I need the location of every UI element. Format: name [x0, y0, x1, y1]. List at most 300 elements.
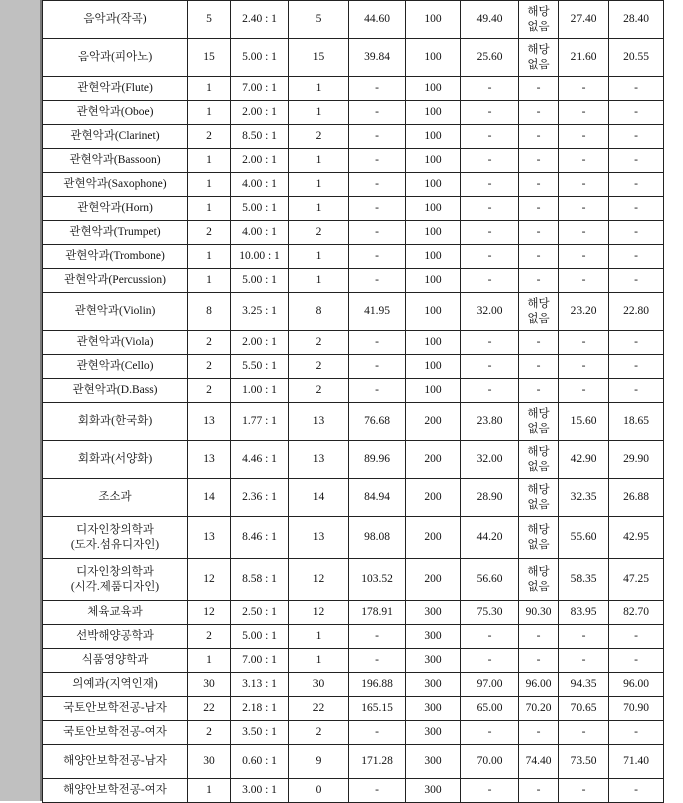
avg-70pct-cell: - [559, 721, 609, 745]
department-cell: 회화과(한국화) [43, 403, 188, 441]
department-cell: 국토안보학전공-남자 [43, 697, 188, 721]
quota-cell: 5 [188, 1, 231, 39]
score-min-cell: 49.40 [461, 1, 519, 39]
max-score-cell: 200 [406, 517, 461, 559]
quota-cell: 8 [188, 293, 231, 331]
enrolled-cell: 14 [289, 479, 349, 517]
department-cell: 국토안보학전공-여자 [43, 721, 188, 745]
competition-ratio-cell: 10.00 : 1 [231, 245, 289, 269]
table-row [43, 39, 664, 77]
score-min-cell: - [461, 721, 519, 745]
department-cell: 음악과(작곡) [43, 1, 188, 39]
enrolled-cell: 1 [289, 625, 349, 649]
department-cell: 의예과(지역인재) [43, 673, 188, 697]
max-score-cell: 100 [406, 173, 461, 197]
quota-cell: 30 [188, 745, 231, 779]
quota-cell: 2 [188, 379, 231, 403]
enrolled-cell: 2 [289, 125, 349, 149]
score-min-cell: 44.20 [461, 517, 519, 559]
department-cell: 관현악과(D.Bass) [43, 379, 188, 403]
score-min-cell: 65.00 [461, 697, 519, 721]
competition-ratio-cell: 8.58 : 1 [231, 559, 289, 601]
quota-cell: 1 [188, 779, 231, 803]
score-cut-cell: - [519, 779, 559, 803]
department-cell: 관현악과(Violin) [43, 293, 188, 331]
enrolled-cell: 2 [289, 221, 349, 245]
department-cell: 디자인창의학과 (도자.섬유디자인) [43, 517, 188, 559]
avg-top-cell: 22.80 [609, 293, 664, 331]
score-cut-cell: - [519, 355, 559, 379]
avg-top-cell: - [609, 625, 664, 649]
max-score-cell: 100 [406, 379, 461, 403]
max-score-cell: 100 [406, 1, 461, 39]
avg-top-cell: - [609, 721, 664, 745]
department-cell: 관현악과(Clarinet) [43, 125, 188, 149]
table-row [43, 379, 664, 403]
quota-cell: 1 [188, 149, 231, 173]
competition-ratio-cell: 2.00 : 1 [231, 331, 289, 355]
score-cut-cell: 74.40 [519, 745, 559, 779]
score-min-cell: - [461, 77, 519, 101]
score-max-avg-cell: 103.52 [349, 559, 406, 601]
max-score-cell: 300 [406, 721, 461, 745]
avg-top-cell: - [609, 649, 664, 673]
max-score-cell: 100 [406, 77, 461, 101]
avg-top-cell: 42.95 [609, 517, 664, 559]
avg-70pct-cell: 83.95 [559, 601, 609, 625]
max-score-cell: 100 [406, 125, 461, 149]
score-max-avg-cell: - [349, 331, 406, 355]
avg-top-cell: 20.55 [609, 39, 664, 77]
table-row [43, 269, 664, 293]
competition-ratio-cell: 4.00 : 1 [231, 221, 289, 245]
department-cell: 관현악과(Oboe) [43, 101, 188, 125]
score-cut-cell: 70.20 [519, 697, 559, 721]
quota-cell: 22 [188, 697, 231, 721]
avg-top-cell: - [609, 379, 664, 403]
enrolled-cell: 2 [289, 379, 349, 403]
quota-cell: 2 [188, 331, 231, 355]
score-min-cell: - [461, 269, 519, 293]
score-cut-cell: - [519, 721, 559, 745]
enrolled-cell: 9 [289, 745, 349, 779]
score-min-cell: 23.80 [461, 403, 519, 441]
enrolled-cell: 0 [289, 779, 349, 803]
max-score-cell: 200 [406, 479, 461, 517]
avg-70pct-cell: - [559, 355, 609, 379]
score-max-avg-cell: 196.88 [349, 673, 406, 697]
avg-top-cell: - [609, 331, 664, 355]
max-score-cell: 300 [406, 649, 461, 673]
max-score-cell: 100 [406, 197, 461, 221]
max-score-cell: 100 [406, 331, 461, 355]
table-row [43, 673, 664, 697]
enrolled-cell: 1 [289, 77, 349, 101]
avg-top-cell: - [609, 125, 664, 149]
enrolled-cell: 1 [289, 649, 349, 673]
competition-ratio-cell: 4.46 : 1 [231, 441, 289, 479]
score-max-avg-cell: 44.60 [349, 1, 406, 39]
department-cell: 체육교육과 [43, 601, 188, 625]
score-max-avg-cell: - [349, 125, 406, 149]
enrolled-cell: 12 [289, 559, 349, 601]
competition-ratio-cell: 5.00 : 1 [231, 625, 289, 649]
department-cell: 관현악과(Trombone) [43, 245, 188, 269]
avg-70pct-cell: - [559, 269, 609, 293]
score-min-cell: - [461, 125, 519, 149]
score-max-avg-cell: - [349, 77, 406, 101]
quota-cell: 12 [188, 559, 231, 601]
avg-top-cell: - [609, 269, 664, 293]
score-max-avg-cell: - [349, 721, 406, 745]
score-cut-cell: - [519, 77, 559, 101]
avg-70pct-cell: - [559, 221, 609, 245]
avg-70pct-cell: 15.60 [559, 403, 609, 441]
avg-70pct-cell: - [559, 379, 609, 403]
score-max-avg-cell: 84.94 [349, 479, 406, 517]
avg-top-cell: 47.25 [609, 559, 664, 601]
max-score-cell: 100 [406, 245, 461, 269]
department-cell: 관현악과(Flute) [43, 77, 188, 101]
table-row [43, 221, 664, 245]
score-max-avg-cell: - [349, 625, 406, 649]
competition-ratio-cell: 2.18 : 1 [231, 697, 289, 721]
score-max-avg-cell: 178.91 [349, 601, 406, 625]
department-cell: 해양안보학전공-남자 [43, 745, 188, 779]
score-cut-cell: - [519, 149, 559, 173]
enrolled-cell: 1 [289, 101, 349, 125]
avg-top-cell: 29.90 [609, 441, 664, 479]
avg-top-cell: - [609, 101, 664, 125]
score-max-avg-cell: - [349, 649, 406, 673]
score-cut-cell: 해당 없음 [519, 441, 559, 479]
enrolled-cell: 15 [289, 39, 349, 77]
quota-cell: 14 [188, 479, 231, 517]
table-row [43, 649, 664, 673]
score-max-avg-cell: 89.96 [349, 441, 406, 479]
table-row [43, 331, 664, 355]
avg-top-cell: - [609, 779, 664, 803]
avg-70pct-cell: 73.50 [559, 745, 609, 779]
department-cell: 관현악과(Percussion) [43, 269, 188, 293]
max-score-cell: 300 [406, 697, 461, 721]
avg-70pct-cell: 58.35 [559, 559, 609, 601]
score-cut-cell: - [519, 245, 559, 269]
avg-top-cell: 71.40 [609, 745, 664, 779]
enrolled-cell: 12 [289, 601, 349, 625]
avg-top-cell: - [609, 355, 664, 379]
score-max-avg-cell: - [349, 221, 406, 245]
score-min-cell: - [461, 331, 519, 355]
enrolled-cell: 2 [289, 721, 349, 745]
competition-ratio-cell: 7.00 : 1 [231, 649, 289, 673]
department-cell: 조소과 [43, 479, 188, 517]
quota-cell: 1 [188, 101, 231, 125]
enrolled-cell: 1 [289, 149, 349, 173]
table-row [43, 1, 664, 39]
department-cell: 해양안보학전공-여자 [43, 779, 188, 803]
score-max-avg-cell: - [349, 355, 406, 379]
score-max-avg-cell: 41.95 [349, 293, 406, 331]
quota-cell: 1 [188, 173, 231, 197]
score-max-avg-cell: 76.68 [349, 403, 406, 441]
enrolled-cell: 13 [289, 517, 349, 559]
quota-cell: 13 [188, 441, 231, 479]
table-row [43, 601, 664, 625]
max-score-cell: 300 [406, 779, 461, 803]
max-score-cell: 300 [406, 745, 461, 779]
score-max-avg-cell: - [349, 779, 406, 803]
score-cut-cell: 90.30 [519, 601, 559, 625]
max-score-cell: 200 [406, 441, 461, 479]
enrolled-cell: 30 [289, 673, 349, 697]
score-cut-cell: - [519, 173, 559, 197]
table-row [43, 293, 664, 331]
score-max-avg-cell: 98.08 [349, 517, 406, 559]
score-min-cell: 32.00 [461, 441, 519, 479]
table-row [43, 625, 664, 649]
enrolled-cell: 5 [289, 1, 349, 39]
department-cell: 관현악과(Horn) [43, 197, 188, 221]
department-cell: 관현악과(Trumpet) [43, 221, 188, 245]
competition-ratio-cell: 1.77 : 1 [231, 403, 289, 441]
avg-top-cell: 18.65 [609, 403, 664, 441]
score-cut-cell: 해당 없음 [519, 39, 559, 77]
quota-cell: 2 [188, 355, 231, 379]
quota-cell: 30 [188, 673, 231, 697]
avg-top-cell: - [609, 77, 664, 101]
department-cell: 관현악과(Bassoon) [43, 149, 188, 173]
enrolled-cell: 1 [289, 173, 349, 197]
department-cell: 디자인창의학과 (시각.제품디자인) [43, 559, 188, 601]
score-cut-cell: 해당 없음 [519, 517, 559, 559]
score-min-cell: - [461, 779, 519, 803]
enrolled-cell: 2 [289, 355, 349, 379]
avg-70pct-cell: - [559, 149, 609, 173]
avg-70pct-cell: 27.40 [559, 1, 609, 39]
quota-cell: 12 [188, 601, 231, 625]
score-cut-cell: - [519, 269, 559, 293]
enrolled-cell: 13 [289, 403, 349, 441]
avg-70pct-cell: - [559, 77, 609, 101]
enrolled-cell: 1 [289, 269, 349, 293]
competition-ratio-cell: 1.00 : 1 [231, 379, 289, 403]
avg-top-cell: 28.40 [609, 1, 664, 39]
enrolled-cell: 2 [289, 331, 349, 355]
department-cell: 관현악과(Cello) [43, 355, 188, 379]
avg-70pct-cell: 55.60 [559, 517, 609, 559]
table-row [43, 197, 664, 221]
max-score-cell: 100 [406, 39, 461, 77]
admission-results-table [42, 0, 664, 803]
score-max-avg-cell: 171.28 [349, 745, 406, 779]
score-max-avg-cell: 39.84 [349, 39, 406, 77]
score-cut-cell: - [519, 625, 559, 649]
table-row [43, 517, 664, 559]
score-max-avg-cell: - [349, 197, 406, 221]
table-row [43, 745, 664, 779]
max-score-cell: 100 [406, 269, 461, 293]
avg-top-cell: - [609, 197, 664, 221]
max-score-cell: 100 [406, 293, 461, 331]
enrolled-cell: 13 [289, 441, 349, 479]
score-cut-cell: - [519, 125, 559, 149]
score-min-cell: - [461, 245, 519, 269]
table-row [43, 479, 664, 517]
avg-70pct-cell: 23.20 [559, 293, 609, 331]
avg-70pct-cell: - [559, 331, 609, 355]
department-cell: 음악과(피아노) [43, 39, 188, 77]
competition-ratio-cell: 3.25 : 1 [231, 293, 289, 331]
avg-top-cell: 96.00 [609, 673, 664, 697]
score-min-cell: - [461, 355, 519, 379]
table-row [43, 779, 664, 803]
avg-top-cell: 82.70 [609, 601, 664, 625]
score-min-cell: - [461, 625, 519, 649]
avg-top-cell: - [609, 221, 664, 245]
quota-cell: 13 [188, 403, 231, 441]
table-row [43, 245, 664, 269]
competition-ratio-cell: 3.13 : 1 [231, 673, 289, 697]
score-min-cell: 28.90 [461, 479, 519, 517]
competition-ratio-cell: 8.46 : 1 [231, 517, 289, 559]
competition-ratio-cell: 7.00 : 1 [231, 77, 289, 101]
quota-cell: 1 [188, 269, 231, 293]
max-score-cell: 300 [406, 673, 461, 697]
avg-70pct-cell: - [559, 245, 609, 269]
table-row [43, 697, 664, 721]
competition-ratio-cell: 5.00 : 1 [231, 39, 289, 77]
quota-cell: 1 [188, 245, 231, 269]
competition-ratio-cell: 5.00 : 1 [231, 197, 289, 221]
score-min-cell: - [461, 173, 519, 197]
enrolled-cell: 22 [289, 697, 349, 721]
score-min-cell: - [461, 379, 519, 403]
table-row [43, 149, 664, 173]
score-min-cell: - [461, 101, 519, 125]
table-row [43, 441, 664, 479]
competition-ratio-cell: 4.00 : 1 [231, 173, 289, 197]
score-cut-cell: - [519, 221, 559, 245]
avg-70pct-cell: - [559, 173, 609, 197]
table-row [43, 355, 664, 379]
enrolled-cell: 1 [289, 245, 349, 269]
max-score-cell: 100 [406, 221, 461, 245]
table-row [43, 125, 664, 149]
score-max-avg-cell: - [349, 245, 406, 269]
table-row [43, 559, 664, 601]
competition-ratio-cell: 5.50 : 1 [231, 355, 289, 379]
competition-ratio-cell: 5.00 : 1 [231, 269, 289, 293]
avg-70pct-cell: - [559, 779, 609, 803]
quota-cell: 2 [188, 721, 231, 745]
score-cut-cell: 해당 없음 [519, 293, 559, 331]
avg-70pct-cell: - [559, 125, 609, 149]
avg-70pct-cell: - [559, 197, 609, 221]
quota-cell: 1 [188, 197, 231, 221]
competition-ratio-cell: 0.60 : 1 [231, 745, 289, 779]
max-score-cell: 200 [406, 403, 461, 441]
table-row [43, 101, 664, 125]
competition-ratio-cell: 3.00 : 1 [231, 779, 289, 803]
score-cut-cell: 해당 없음 [519, 559, 559, 601]
competition-ratio-cell: 2.50 : 1 [231, 601, 289, 625]
max-score-cell: 300 [406, 601, 461, 625]
department-cell: 관현악과(Viola) [43, 331, 188, 355]
department-cell: 회화과(서양화) [43, 441, 188, 479]
score-max-avg-cell: - [349, 173, 406, 197]
score-min-cell: - [461, 197, 519, 221]
score-cut-cell: 96.00 [519, 673, 559, 697]
table-row [43, 173, 664, 197]
avg-70pct-cell: 70.65 [559, 697, 609, 721]
enrolled-cell: 8 [289, 293, 349, 331]
score-min-cell: 97.00 [461, 673, 519, 697]
avg-top-cell: 70.90 [609, 697, 664, 721]
score-cut-cell: - [519, 331, 559, 355]
competition-ratio-cell: 3.50 : 1 [231, 721, 289, 745]
score-max-avg-cell: - [349, 101, 406, 125]
max-score-cell: 300 [406, 625, 461, 649]
avg-top-cell: - [609, 149, 664, 173]
score-max-avg-cell: - [349, 269, 406, 293]
quota-cell: 13 [188, 517, 231, 559]
max-score-cell: 100 [406, 355, 461, 379]
avg-top-cell: - [609, 245, 664, 269]
quota-cell: 1 [188, 77, 231, 101]
department-cell: 선박해양공학과 [43, 625, 188, 649]
left-margin-gutter [0, 0, 40, 801]
table-row [43, 77, 664, 101]
enrolled-cell: 1 [289, 197, 349, 221]
score-min-cell: - [461, 221, 519, 245]
avg-70pct-cell: 21.60 [559, 39, 609, 77]
quota-cell: 2 [188, 625, 231, 649]
max-score-cell: 100 [406, 149, 461, 173]
score-max-avg-cell: 165.15 [349, 697, 406, 721]
avg-70pct-cell: 94.35 [559, 673, 609, 697]
score-min-cell: - [461, 649, 519, 673]
score-min-cell: 32.00 [461, 293, 519, 331]
quota-cell: 1 [188, 649, 231, 673]
score-min-cell: 25.60 [461, 39, 519, 77]
score-max-avg-cell: - [349, 379, 406, 403]
avg-70pct-cell: - [559, 101, 609, 125]
score-min-cell: 56.60 [461, 559, 519, 601]
department-cell: 식품영양학과 [43, 649, 188, 673]
table-row [43, 721, 664, 745]
competition-ratio-cell: 8.50 : 1 [231, 125, 289, 149]
competition-ratio-cell: 2.36 : 1 [231, 479, 289, 517]
competition-ratio-cell: 2.00 : 1 [231, 149, 289, 173]
competition-ratio-cell: 2.40 : 1 [231, 1, 289, 39]
avg-top-cell: - [609, 173, 664, 197]
score-cut-cell: 해당 없음 [519, 479, 559, 517]
competition-ratio-cell: 2.00 : 1 [231, 101, 289, 125]
max-score-cell: 200 [406, 559, 461, 601]
score-cut-cell: - [519, 197, 559, 221]
quota-cell: 15 [188, 39, 231, 77]
score-cut-cell: 해당 없음 [519, 1, 559, 39]
avg-70pct-cell: - [559, 649, 609, 673]
avg-70pct-cell: 42.90 [559, 441, 609, 479]
score-cut-cell: 해당 없음 [519, 403, 559, 441]
avg-70pct-cell: 32.35 [559, 479, 609, 517]
avg-top-cell: 26.88 [609, 479, 664, 517]
avg-70pct-cell: - [559, 625, 609, 649]
max-score-cell: 100 [406, 101, 461, 125]
table-row [43, 403, 664, 441]
